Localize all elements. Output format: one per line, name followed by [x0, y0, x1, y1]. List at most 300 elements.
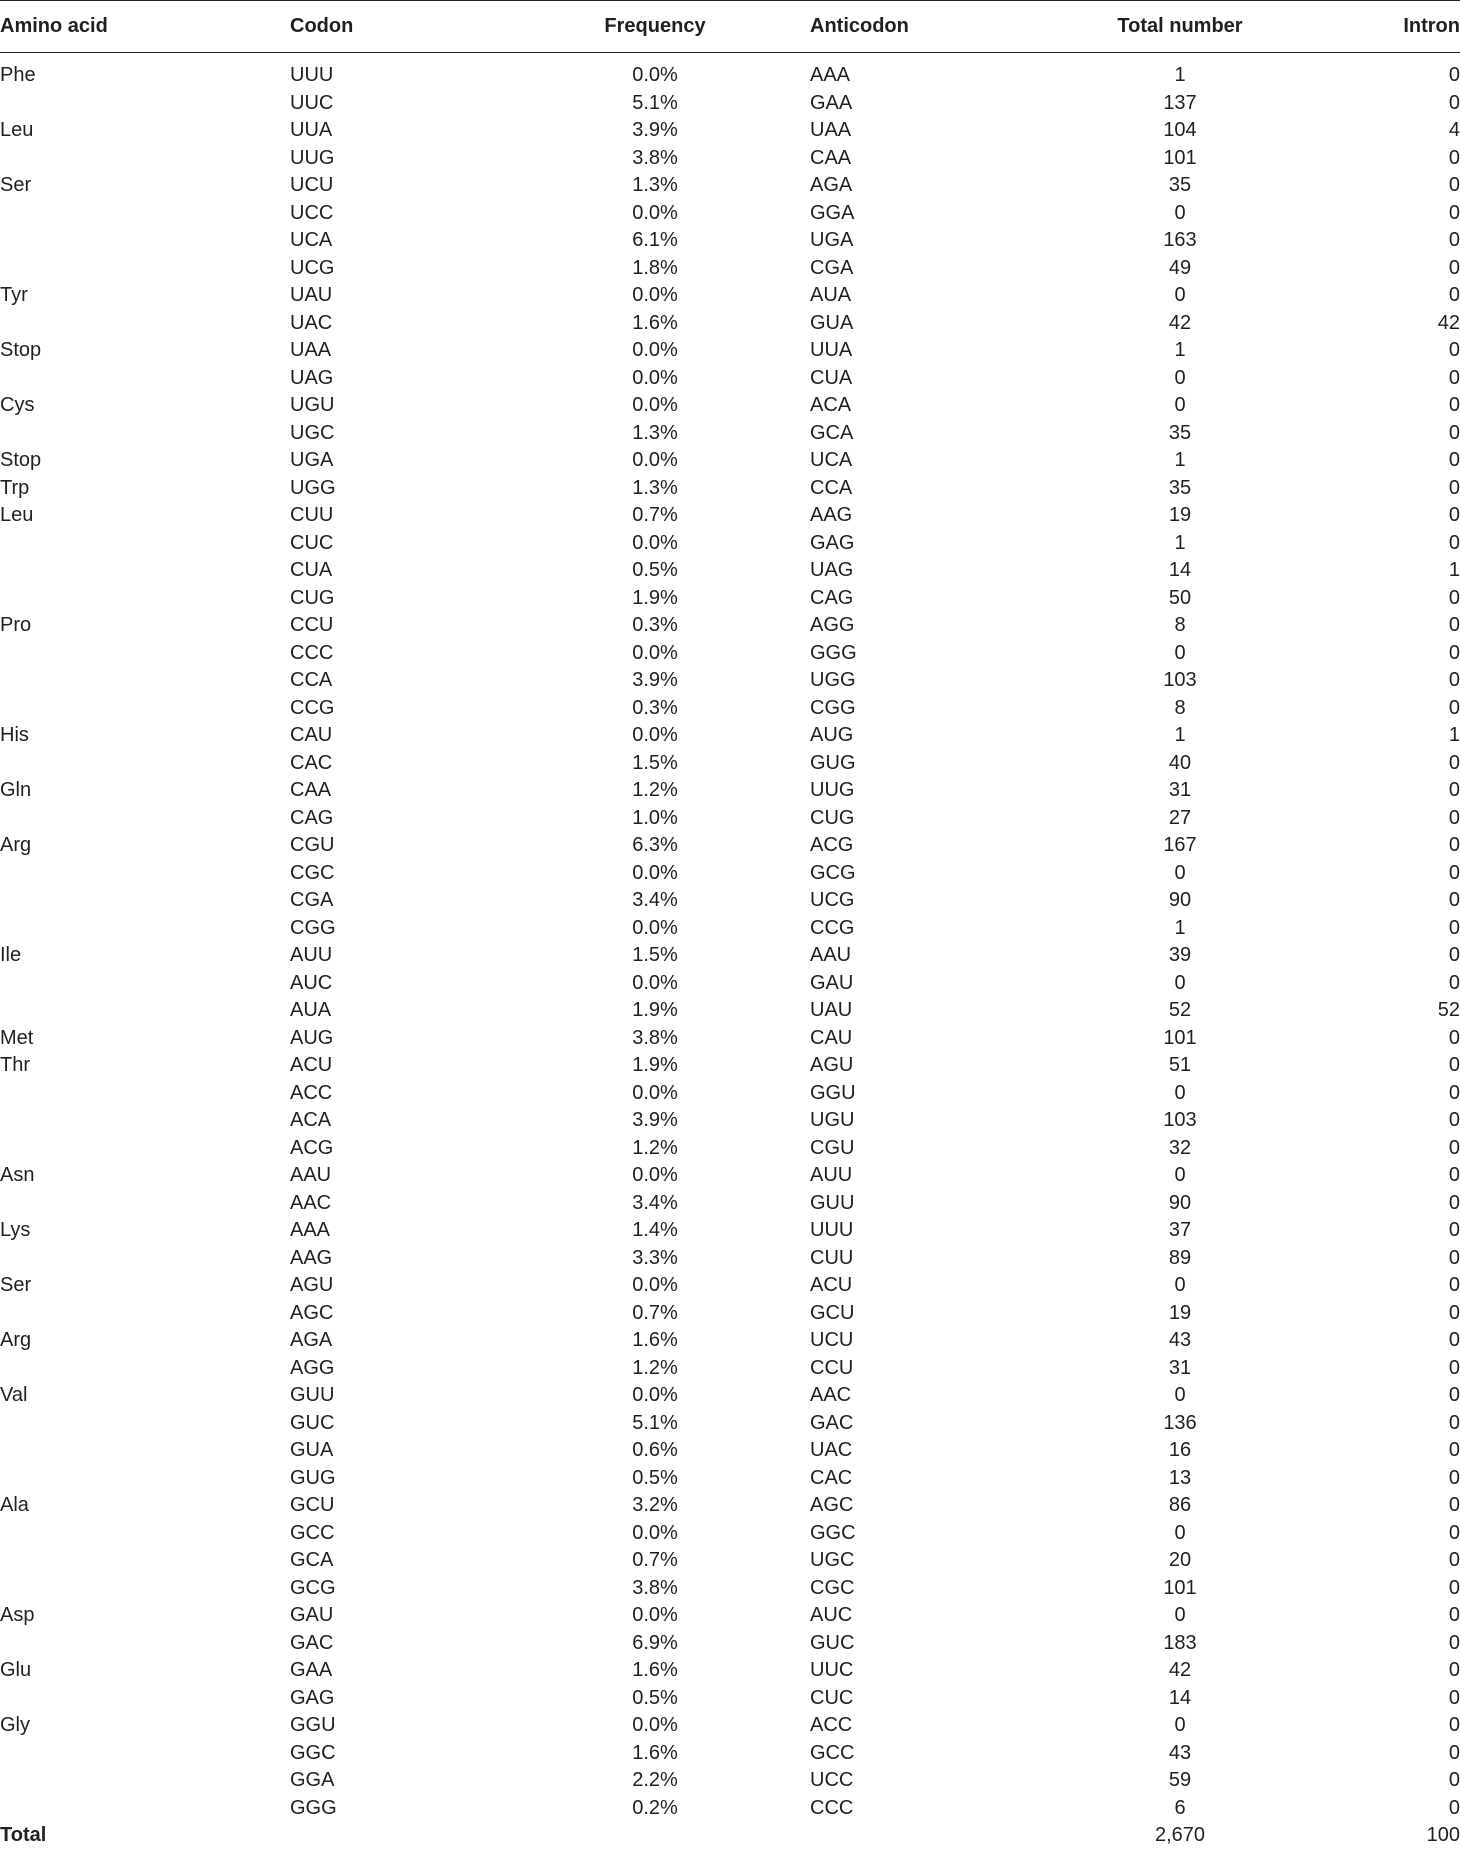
cell-anticodon: UAG	[810, 559, 854, 581]
cell-amino-acid: Ile	[0, 944, 22, 966]
cell-frequency: 0.5%	[632, 559, 678, 581]
table-row	[0, 1575, 1460, 1603]
cell-total-number: 103	[1163, 669, 1197, 691]
cell-amino-acid	[0, 887, 290, 915]
cell-intron: 4	[1448, 119, 1460, 141]
cell-anticodon: CGA	[810, 256, 854, 279]
cell-total-number: 42	[1168, 311, 1192, 334]
cell-codon: UGA	[290, 449, 334, 471]
cell-amino-acid: Phe	[0, 64, 36, 86]
cell-frequency: 1.8%	[632, 256, 678, 279]
cell-anticodon: AGG	[810, 614, 855, 636]
cell-codon: CUC	[290, 531, 334, 554]
cell-total-number: 35	[1168, 421, 1192, 444]
table-row	[0, 172, 1460, 200]
cell-codon: CCA	[290, 669, 333, 691]
cell-frequency: 0.0%	[632, 284, 678, 306]
cell-intron: 0	[1448, 421, 1460, 444]
table-row	[0, 62, 1460, 90]
cell-amino-acid	[0, 1080, 290, 1108]
table-row	[0, 365, 1460, 393]
cell-intron: 0	[1448, 64, 1460, 86]
cell-anticodon: CUA	[810, 366, 853, 389]
cell-total-number: 103	[1163, 1109, 1197, 1131]
table-footer	[0, 1822, 1460, 1850]
cell-frequency: 0.0%	[632, 531, 678, 554]
cell-intron: 0	[1448, 1549, 1460, 1571]
cell-total-number: 163	[1163, 229, 1197, 251]
table-row	[0, 1025, 1460, 1053]
cell-intron: 0	[1448, 1411, 1460, 1434]
cell-amino-acid	[0, 255, 290, 283]
cell-anticodon: AGC	[810, 1494, 854, 1516]
cell-total-number: 42	[1168, 1659, 1192, 1681]
cell-codon: GGU	[290, 1714, 336, 1736]
cell-frequency: 5.1%	[632, 91, 678, 114]
header-row	[0, 1, 1460, 53]
cell-anticodon: CUU	[810, 1246, 854, 1269]
cell-total-number: 101	[1163, 146, 1197, 169]
cell-frequency: 0.3%	[632, 696, 678, 719]
cell-codon: AUU	[290, 944, 333, 966]
cell-codon: UGU	[290, 394, 335, 416]
table-row	[0, 832, 1460, 860]
cell-frequency: 1.4%	[632, 1219, 678, 1241]
cell-total-number: 50	[1168, 586, 1192, 609]
cell-amino-acid: Leu	[0, 504, 34, 526]
cell-anticodon: AUU	[810, 1164, 853, 1186]
cell-intron: 0	[1448, 614, 1460, 636]
cell-codon: ACA	[290, 1109, 332, 1131]
cell-total-number: 14	[1168, 559, 1192, 581]
cell-frequency: 1.6%	[632, 1659, 678, 1681]
cell-amino-acid: Arg	[0, 834, 32, 856]
cell-frequency: 2.2%	[632, 1769, 678, 1791]
cell-amino-acid	[0, 970, 290, 998]
cell-amino-acid	[0, 90, 290, 118]
cell-frequency: 1.3%	[632, 174, 678, 196]
cell-amino-acid	[0, 1300, 290, 1328]
cell-frequency: 3.9%	[632, 1109, 678, 1131]
cell-intron: 0	[1448, 1164, 1460, 1186]
cell-amino-acid	[0, 915, 290, 943]
cell-codon: GCU	[290, 1494, 335, 1516]
cell-anticodon: UCA	[810, 449, 853, 471]
cell-total-number: 0	[1174, 1164, 1186, 1186]
cell-intron: 0	[1448, 1659, 1460, 1681]
cell-anticodon: CAG	[810, 586, 854, 609]
cell-total-number: 0	[1174, 1274, 1186, 1296]
cell-codon: CAA	[290, 779, 332, 801]
total-empty-anticodon	[810, 1822, 1005, 1850]
cell-anticodon: AUC	[810, 1604, 853, 1626]
table-row	[0, 530, 1460, 558]
cell-amino-acid	[0, 585, 290, 613]
cell-amino-acid	[0, 1355, 290, 1383]
cell-amino-acid	[0, 530, 290, 558]
cell-codon: AUA	[290, 999, 332, 1021]
cell-codon: GUA	[290, 1439, 334, 1461]
cell-frequency: 0.7%	[632, 504, 678, 526]
cell-total-number: 35	[1168, 174, 1192, 196]
table-row	[0, 970, 1460, 998]
cell-codon: GGA	[290, 1769, 335, 1791]
cell-total-number: 0	[1174, 1521, 1186, 1544]
cell-frequency: 0.0%	[632, 449, 678, 471]
cell-amino-acid: Ser	[0, 174, 32, 196]
table-row	[0, 640, 1460, 668]
cell-codon: UUG	[290, 146, 335, 169]
cell-amino-acid: Ser	[0, 1274, 32, 1296]
cell-codon: CCU	[290, 614, 334, 636]
cell-amino-acid: Gln	[0, 779, 32, 801]
table-row	[0, 1520, 1460, 1548]
cell-amino-acid: Cys	[0, 394, 35, 416]
cell-total-number: 0	[1174, 1081, 1186, 1104]
cell-codon: CCG	[290, 696, 335, 719]
table-row	[0, 90, 1460, 118]
cell-amino-acid	[0, 1245, 290, 1273]
cell-intron: 0	[1448, 146, 1460, 169]
cell-intron: 0	[1448, 1329, 1460, 1351]
cell-codon: GCA	[290, 1549, 334, 1571]
cell-anticodon: GGC	[810, 1521, 856, 1544]
header-amino-acid: Amino acid	[0, 1, 290, 53]
cell-amino-acid	[0, 997, 290, 1025]
cell-intron: 0	[1448, 449, 1460, 471]
table-row	[0, 1272, 1460, 1300]
cell-frequency: 3.8%	[632, 1576, 678, 1599]
total-row	[0, 1822, 1460, 1850]
cell-anticodon: GCG	[810, 861, 856, 884]
cell-frequency: 0.0%	[632, 916, 678, 939]
table-row	[0, 722, 1460, 750]
cell-frequency: 1.6%	[632, 1741, 678, 1764]
cell-amino-acid: Val	[0, 1384, 28, 1406]
cell-frequency: 0.7%	[632, 1549, 678, 1571]
cell-anticodon: GAC	[810, 1411, 854, 1434]
cell-codon: CUG	[290, 586, 335, 609]
cell-codon: GGG	[290, 1796, 337, 1819]
cell-anticodon: UUU	[810, 1219, 854, 1241]
cell-intron: 0	[1448, 1714, 1460, 1736]
cell-intron: 0	[1448, 1466, 1460, 1489]
table-row	[0, 1712, 1460, 1740]
cell-frequency: 0.5%	[632, 1686, 678, 1709]
cell-total-number: 86	[1168, 1494, 1192, 1516]
table-row	[0, 750, 1460, 778]
table-row	[0, 1602, 1460, 1630]
cell-codon: GCC	[290, 1521, 335, 1544]
cell-frequency: 0.0%	[632, 1274, 678, 1296]
cell-amino-acid	[0, 640, 290, 668]
cell-total-number: 1	[1174, 724, 1186, 746]
cell-amino-acid	[0, 200, 290, 228]
cell-total-number: 39	[1168, 944, 1192, 966]
cell-anticodon: CCG	[810, 916, 855, 939]
cell-frequency: 1.3%	[632, 421, 678, 444]
cell-intron: 1	[1448, 559, 1460, 581]
cell-codon: CAG	[290, 806, 334, 829]
cell-frequency: 0.0%	[632, 1081, 678, 1104]
cell-anticodon: GGA	[810, 201, 855, 224]
table-row	[0, 1767, 1460, 1795]
cell-total-number: 37	[1168, 1219, 1192, 1241]
cell-total-number: 136	[1163, 1411, 1197, 1434]
cell-intron: 52	[1437, 999, 1460, 1021]
cell-intron: 0	[1448, 1026, 1460, 1049]
cell-frequency: 1.5%	[632, 944, 678, 966]
cell-anticodon: GUC	[810, 1631, 855, 1654]
table-row	[0, 860, 1460, 888]
cell-intron: 0	[1448, 1631, 1460, 1654]
cell-codon: GUG	[290, 1466, 336, 1489]
cell-amino-acid: Stop	[0, 339, 42, 361]
cell-frequency: 0.0%	[632, 1521, 678, 1544]
table-row	[0, 1492, 1460, 1520]
cell-total-number: 35	[1168, 476, 1192, 499]
cell-codon: UUC	[290, 91, 334, 114]
cell-amino-acid	[0, 145, 290, 173]
table-row	[0, 1657, 1460, 1685]
cell-total-number: 1	[1174, 916, 1186, 939]
cell-intron: 0	[1448, 1576, 1460, 1599]
cell-amino-acid	[0, 1575, 290, 1603]
total-intron-value: 100	[1426, 1824, 1460, 1846]
cell-codon: UGC	[290, 421, 335, 444]
cell-anticodon: UGC	[810, 1549, 855, 1571]
cell-amino-acid	[0, 667, 290, 695]
cell-total-number: 20	[1168, 1549, 1192, 1571]
table-row	[0, 915, 1460, 943]
cell-frequency: 1.2%	[632, 1136, 678, 1159]
cell-anticodon: UCC	[810, 1769, 854, 1791]
cell-codon: CGA	[290, 889, 334, 911]
cell-codon: CUU	[290, 504, 334, 526]
cell-codon: GAG	[290, 1686, 335, 1709]
cell-intron: 0	[1448, 944, 1460, 966]
cell-amino-acid	[0, 1685, 290, 1713]
cell-amino-acid: Asp	[0, 1604, 35, 1626]
total-number-value: 2,670	[1154, 1824, 1206, 1846]
cell-codon: UCG	[290, 256, 335, 279]
table-row	[0, 1630, 1460, 1658]
cell-intron: 0	[1448, 1274, 1460, 1296]
cell-anticodon: AUG	[810, 724, 854, 746]
cell-frequency: 0.6%	[632, 1439, 678, 1461]
table-row	[0, 1382, 1460, 1410]
cell-anticodon: GUG	[810, 751, 856, 774]
cell-anticodon: AAG	[810, 504, 853, 526]
cell-anticodon: AUA	[810, 284, 852, 306]
table-row	[0, 1245, 1460, 1273]
cell-amino-acid	[0, 1107, 290, 1135]
cell-codon: GUU	[290, 1384, 335, 1406]
cell-frequency: 0.0%	[632, 394, 678, 416]
table-row	[0, 1685, 1460, 1713]
table-row	[0, 1052, 1460, 1080]
cell-codon: AGA	[290, 1329, 333, 1351]
cell-intron: 0	[1448, 889, 1460, 911]
cell-amino-acid: Glu	[0, 1659, 32, 1681]
cell-codon: ACG	[290, 1136, 334, 1159]
cell-intron: 0	[1448, 1191, 1460, 1214]
cell-total-number: 49	[1168, 256, 1192, 279]
table-row	[0, 1437, 1460, 1465]
table-row	[0, 695, 1460, 723]
cell-anticodon: CGG	[810, 696, 856, 719]
cell-intron: 0	[1448, 751, 1460, 774]
cell-total-number: 90	[1168, 1191, 1192, 1214]
cell-intron: 0	[1448, 394, 1460, 416]
cell-frequency: 1.9%	[632, 1054, 678, 1076]
cell-total-number: 0	[1174, 1384, 1186, 1406]
cell-codon: UCA	[290, 229, 333, 251]
cell-total-number: 59	[1168, 1769, 1192, 1791]
cell-frequency: 3.9%	[632, 669, 678, 691]
cell-intron: 0	[1448, 174, 1460, 196]
cell-frequency: 6.9%	[632, 1631, 678, 1654]
cell-total-number: 183	[1163, 1631, 1197, 1654]
cell-intron: 0	[1448, 1219, 1460, 1241]
cell-total-number: 13	[1168, 1466, 1192, 1489]
cell-frequency: 6.3%	[632, 834, 678, 856]
table-row	[0, 1162, 1460, 1190]
cell-frequency: 1.5%	[632, 751, 678, 774]
table-row	[0, 887, 1460, 915]
cell-intron: 0	[1448, 504, 1460, 526]
cell-anticodon: GAU	[810, 971, 854, 994]
cell-amino-acid	[0, 1740, 290, 1768]
cell-intron: 0	[1448, 1604, 1460, 1626]
table-row	[0, 282, 1460, 310]
cell-codon: UAA	[290, 339, 332, 361]
cell-intron: 1	[1448, 724, 1460, 746]
cell-frequency: 1.9%	[632, 586, 678, 609]
cell-codon: AAA	[290, 1219, 331, 1241]
cell-total-number: 0	[1174, 394, 1186, 416]
cell-amino-acid	[0, 1767, 290, 1795]
cell-amino-acid	[0, 1190, 290, 1218]
header-frequency: Frequency	[500, 1, 810, 53]
cell-intron: 0	[1448, 1741, 1460, 1764]
cell-codon: CUA	[290, 559, 333, 581]
cell-intron: 0	[1448, 1796, 1460, 1819]
cell-amino-acid	[0, 860, 290, 888]
cell-anticodon: AGU	[810, 1054, 854, 1076]
cell-anticodon: UCG	[810, 889, 855, 911]
cell-anticodon: GGG	[810, 641, 857, 664]
cell-frequency: 1.9%	[632, 999, 678, 1021]
table-row	[0, 1217, 1460, 1245]
cell-total-number: 43	[1168, 1741, 1192, 1764]
cell-codon: CAC	[290, 751, 333, 774]
cell-codon: UGG	[290, 476, 336, 499]
cell-amino-acid	[0, 227, 290, 255]
cell-intron: 0	[1448, 229, 1460, 251]
cell-amino-acid: Asn	[0, 1164, 35, 1186]
cell-frequency: 3.9%	[632, 119, 678, 141]
total-empty-codon	[290, 1822, 500, 1850]
cell-intron: 0	[1448, 339, 1460, 361]
spacer-row	[0, 53, 1460, 63]
cell-codon: ACU	[290, 1054, 333, 1076]
cell-anticodon: AGA	[810, 174, 853, 196]
cell-anticodon: ACU	[810, 1274, 853, 1296]
header-intron: Intron	[1355, 1, 1460, 53]
cell-frequency: 5.1%	[632, 1411, 678, 1434]
table-row	[0, 337, 1460, 365]
table-row	[0, 200, 1460, 228]
cell-intron: 0	[1448, 1136, 1460, 1159]
table-row	[0, 310, 1460, 338]
cell-intron: 0	[1448, 779, 1460, 801]
cell-codon: UUU	[290, 64, 334, 86]
cell-total-number: 0	[1174, 1714, 1186, 1736]
cell-frequency: 0.0%	[632, 641, 678, 664]
cell-total-number: 51	[1168, 1054, 1192, 1076]
cell-intron: 0	[1448, 1109, 1460, 1131]
cell-anticodon: CUC	[810, 1686, 854, 1709]
cell-frequency: 1.2%	[632, 1356, 678, 1379]
table-row	[0, 145, 1460, 173]
cell-intron: 0	[1448, 476, 1460, 499]
cell-codon: AGG	[290, 1356, 335, 1379]
cell-anticodon: GGU	[810, 1081, 856, 1104]
table-row	[0, 1107, 1460, 1135]
cell-anticodon: GCU	[810, 1301, 855, 1324]
cell-anticodon: GUA	[810, 311, 854, 334]
cell-total-number: 8	[1174, 614, 1186, 636]
cell-intron: 0	[1448, 1054, 1460, 1076]
cell-intron: 0	[1448, 1081, 1460, 1104]
cell-total-number: 1	[1174, 531, 1186, 554]
cell-anticodon: CGU	[810, 1136, 855, 1159]
table-body	[0, 53, 1460, 1823]
cell-frequency: 0.0%	[632, 201, 678, 224]
cell-frequency: 6.1%	[632, 229, 678, 251]
cell-intron: 0	[1448, 1494, 1460, 1516]
cell-anticodon: GUU	[810, 1191, 855, 1214]
cell-codon: UAC	[290, 311, 333, 334]
cell-codon: GUC	[290, 1411, 335, 1434]
cell-amino-acid	[0, 695, 290, 723]
cell-anticodon: CAU	[810, 1026, 853, 1049]
cell-intron: 0	[1448, 1246, 1460, 1269]
table-row	[0, 1410, 1460, 1438]
cell-anticodon: UUG	[810, 779, 855, 801]
cell-frequency: 1.0%	[632, 806, 678, 829]
table-header	[0, 1, 1460, 53]
cell-anticodon: UAA	[810, 119, 852, 141]
cell-amino-acid	[0, 1465, 290, 1493]
cell-amino-acid	[0, 1437, 290, 1465]
cell-codon: CGG	[290, 916, 336, 939]
table-row	[0, 420, 1460, 448]
cell-total-number: 0	[1174, 284, 1186, 306]
table-row	[0, 447, 1460, 475]
cell-intron: 0	[1448, 201, 1460, 224]
cell-codon: UAG	[290, 366, 334, 389]
cell-codon: AUC	[290, 971, 333, 994]
cell-anticodon: UAC	[810, 1439, 853, 1461]
cell-total-number: 0	[1174, 861, 1186, 884]
cell-amino-acid: Ala	[0, 1494, 29, 1516]
cell-anticodon: ACG	[810, 834, 854, 856]
cell-amino-acid	[0, 310, 290, 338]
cell-anticodon: AAA	[810, 64, 851, 86]
cell-anticodon: CCU	[810, 1356, 854, 1379]
